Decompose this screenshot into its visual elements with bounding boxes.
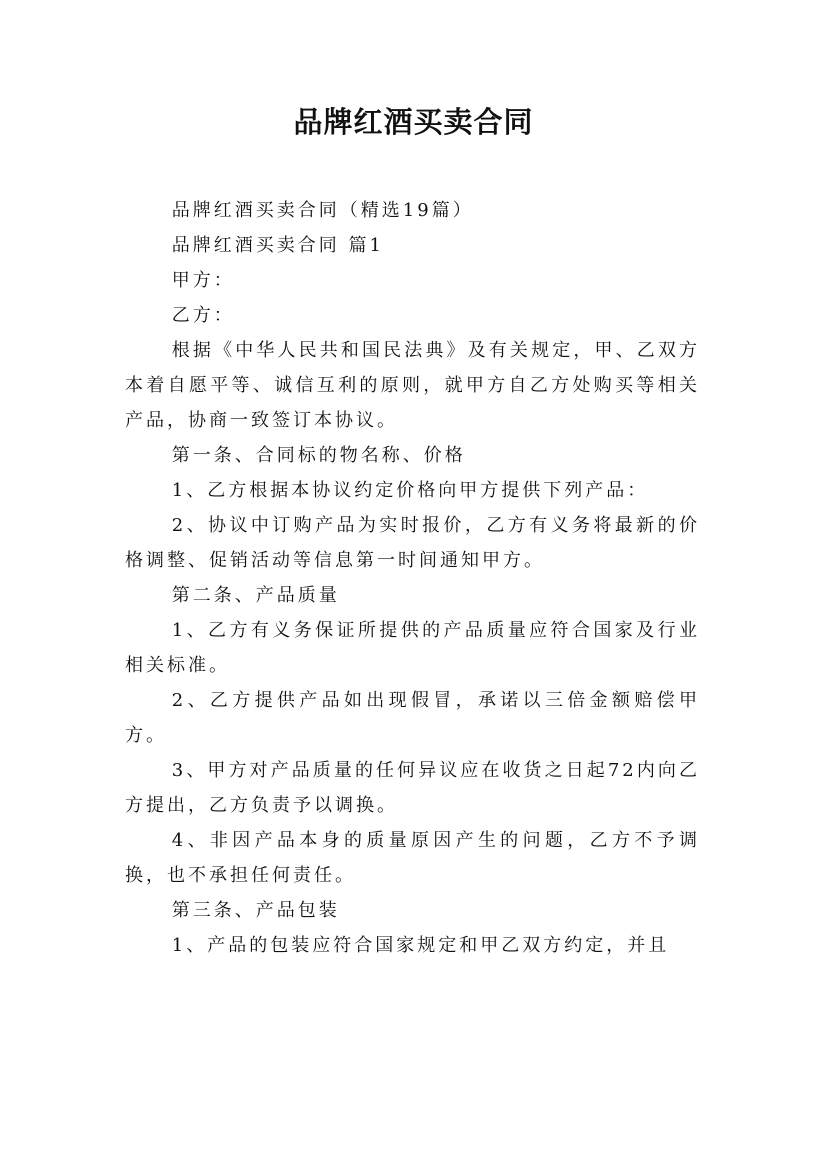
article-3-clause-1: 1、产品的包装应符合国家规定和甲乙双方约定，并且: [171, 935, 670, 956]
article-1-clause-1: 1、乙方根据本协议约定价格向甲方提供下列产品：: [171, 480, 649, 501]
paragraph-section-label: 品牌红酒买卖合同 篇1: [171, 235, 384, 256]
article-2-clause-1: 1、乙方有义务保证所提供的产品质量应符合国家及行业相关标准。: [125, 620, 700, 676]
document-title: 品牌红酒买卖合同: [293, 105, 534, 139]
article-1-heading: 第一条、合同标的物名称、价格: [171, 445, 466, 466]
article-3-heading: 第三条、产品包装: [171, 900, 340, 921]
article-2-clause-3: 3、甲方对产品质量的任何异议应在收货之日起72内向乙方提出，乙方负责予以调换。: [125, 760, 700, 816]
party-a-line: 甲方：: [171, 270, 235, 291]
article-2-heading: 第二条、产品质量: [171, 585, 340, 606]
party-b-line: 乙方：: [171, 305, 235, 326]
article-2-clause-4: 4、非因产品本身的质量原因产生的问题，乙方不予调换，也不承担任何责任。: [125, 830, 700, 886]
document-body: [125, 193, 700, 963]
paragraph-preamble: 根据《中华人民共和国民法典》及有关规定，甲、乙双方本着自愿平等、诚信互利的原则，就甲方自乙方处购买等相关产品，协商一致签订本协议。: [125, 340, 700, 431]
article-1-clause-2: 2、协议中订购产品为实时报价，乙方有义务将最新的价格调整、促销活动等信息第一时间通知甲方。: [125, 515, 700, 571]
article-2-clause-2: 2、乙方提供产品如出现假冒，承诺以三倍金额赔偿甲方。: [125, 690, 700, 746]
paragraph-subtitle: 品牌红酒买卖合同（精选19篇）: [171, 200, 474, 221]
